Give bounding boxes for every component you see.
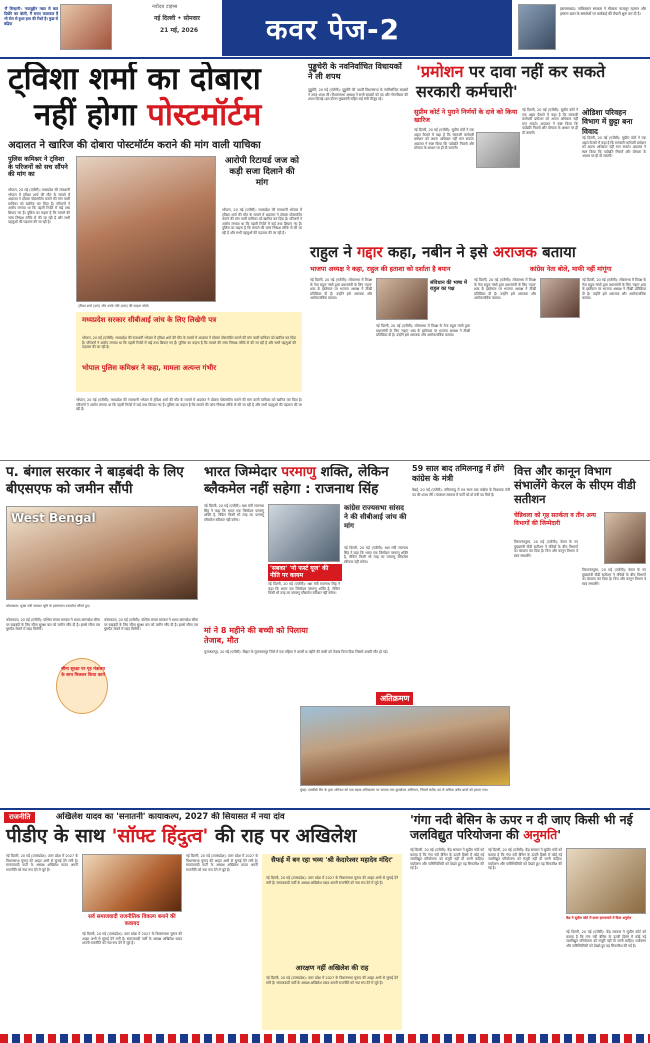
- story8-photo: [604, 512, 646, 564]
- story8-body-col1: तिरुवनंतपुरम, 20 मई (एजेंसी): केरल के नए मुख्यमंत्री वीडी सतीशन ने मंत्रियों के बीच विभागों का बंटवारा कर दिया है। वित्त और कानून विभाग वे स्वयं संभालेंगे।: [514, 540, 578, 558]
- story12-caption: केंद्र ने सुप्रीम कोर्ट में दायर हलफनामे में दिया अनुरोध: [566, 916, 632, 920]
- story-west-bengal: [4, 464, 200, 754]
- story6-body-col3: नई दिल्ली, 20 मई (एजेंसी): रक्षा मंत्री राजनाथ सिंह ने कहा कि भारत एक जिम्मेदार परमाणु शक्ति है, लेकिन किसी भी तरह का परमाणु ब्लैकमेल स्वीकार नहीं करेगा।: [344, 546, 408, 564]
- story3-body-2: नई दिल्ली, 20 मई (एजेंसी): सुप्रीम कोर्ट ने एक अहम फैसले में कहा है कि सरकारी कर्मचारी प्रमोशन को अपना अधिकार नहीं मान सकते। अदालत ने स्पष्ट किया कि पदोन्नति नियमों और योग्यता के आधार पर ही दी जाएगी।: [522, 108, 578, 135]
- story1-box: [76, 312, 302, 392]
- story11-headline: [6, 826, 404, 847]
- story10-photo: [300, 706, 510, 786]
- story1-headline-2b: पोस्टमॉर्टम: [147, 97, 262, 133]
- story-ganga: [408, 812, 646, 1032]
- story4-body-col3: नई दिल्ली, 20 मई (एजेंसी): लोकसभा में विपक्ष के नेता राहुल गांधी द्वारा प्रधानमंत्री के लिए 'गद्दार' शब्द के इस्तेमाल पर भाजपा अध्यक्ष ने तीखी प्रतिक्रिया दी है। उन्होंने इसे अराजक और अलोकतांत्रिक बताया।: [474, 278, 536, 301]
- brand-logo: नवोदय टाइम्स: [152, 4, 178, 10]
- story6-photo: [268, 504, 340, 562]
- story1-body-col1: भोपाल, 20 मई (एजेंसी): मध्यप्रदेश की राजधानी भोपाल में ट्विशा शर्मा की मौत के मामले में अदालत ने दोबारा पोस्टमॉर्टम कराने की मांग वाली याचिका को खारिज कर दिया है। परिजनों ने आरोप लगाया था कि पहली रिपोर्ट में कई तथ्य छिपाए गए हैं। पुलिस का कहना है कि मामले की जांच निष्पक्ष तरीके से की जा रही है और सभी पहलुओं की पड़ताल की जा रही है।: [8, 188, 70, 225]
- story4-photo-2: [540, 278, 580, 318]
- divider-bottom: [0, 808, 650, 810]
- story11-photo-caption: सर्व समाजवादी राजनीतिक विकल्प बनाने की कवायद: [88, 914, 176, 927]
- story12-photo: [566, 848, 646, 914]
- story6-kicker: 'सबका' 'नो फर्स्ट यूज' की नीति पर कायम: [268, 564, 342, 581]
- story1-box-body: भोपाल, 20 मई (एजेंसी): मध्यप्रदेश की राजधानी भोपाल में ट्विशा शर्मा की मौत के मामले में अदालत ने दोबारा पोस्टमॉर्टम कराने की मांग वाली याचिका को खारिज कर दिया है। परिजनों ने आरोप लगाया था कि पहली रिपोर्ट में कई तथ्य छिपाए गए हैं। पुलिस का कहना है कि मामले की जांच निष्पक्ष तरीके से की जा रही है और सभी पहलुओं की पड़ताल की जा रही है।: [82, 336, 296, 350]
- story1-headline-2: [34, 98, 261, 132]
- story-rahul: [306, 244, 646, 458]
- story6-headline-b: परमाणु: [281, 464, 316, 480]
- story12-body-col2: नई दिल्ली, 20 मई (एजेंसी): केंद्र सरकार ने सुप्रीम कोर्ट को बताया है कि गंगा नदी बेसिन के ऊपरी हिस्से में कोई नई जलविद्युत परियोजना को मंजूरी नहीं दी जानी चाहिए। पर्यावरण और पारिस्थितिकी को देखते हुए यह सिफारिश की गई है।: [488, 848, 562, 871]
- story10-label: अतिक्रमण: [376, 692, 413, 705]
- story1-subhead: अदालत ने खारिज की दोबारा पोस्टमॉर्टम कराने की मांग वाली याचिका: [8, 140, 261, 151]
- story4-photo: [376, 278, 428, 320]
- edition-date: 21 मई, 2026: [160, 27, 199, 34]
- story11-box: [262, 854, 402, 1030]
- page-title: कवर पेज-2: [266, 13, 401, 46]
- story-tamilnadu: [410, 464, 510, 690]
- story1-photo-caption: ट्विशा शर्मा (दाएं) और उनके पति (बाएं) की फाइल फोटो।: [78, 304, 150, 308]
- story11-photo: [82, 854, 182, 912]
- story-twisha: [4, 62, 304, 458]
- story12-headline-a: 'गंगा नदी बेसिन के ऊपर न दी जाए किसी भी नई जलविद्युत परियोजना की: [410, 812, 633, 842]
- story1-headline-1: ट्विशा शर्मा का दोबारा: [8, 62, 261, 97]
- story3-side-headline: ओडिशा परिवहन विभाग में छुट्टा बना विवाद: [582, 108, 633, 136]
- story3-headline-a: 'प्रमोशन: [416, 62, 464, 81]
- story12-body-col3: नई दिल्ली, 20 मई (एजेंसी): केंद्र सरकार ने सुप्रीम कोर्ट को बताया है कि गंगा नदी बेसिन के ऊपरी हिस्से में कोई नई जलविद्युत परियोजना को मंजूरी नहीं दी जानी चाहिए। पर्यावरण और पारिस्थितिकी को देखते हुए यह सिफारिश की गई है।: [566, 930, 646, 948]
- story3-headline-b: पर दावा नहीं कर सकते सरकारी कर्मचारी': [416, 62, 606, 101]
- story6-headline-a: भारत जिम्मेदार: [204, 464, 282, 480]
- story4-body-col2: नई दिल्ली, 20 मई (एजेंसी): लोकसभा में विपक्ष के नेता राहुल गांधी द्वारा प्रधानमंत्री के लिए 'गद्दार' शब्द के इस्तेमाल पर भाजपा अध्यक्ष ने तीखी प्रतिक्रिया दी है। उन्होंने इसे अराजक और अलोकतांत्रिक बताया।: [376, 324, 470, 338]
- story6-headline-c: शक्ति, लेकिन ब्लैकमेल नहीं सहेगा : राजनाथ सिंह: [204, 464, 389, 497]
- story7-headline: 59 साल बाद तमिलनाडु में होंगे कांग्रेस के मंत्री: [412, 464, 505, 483]
- page-title-band: [222, 0, 512, 56]
- story4-sub-left: भाजपा अध्यक्ष ने कहा, राहुल की हताशा को दर्शाता है बयान: [310, 265, 451, 273]
- story6-body-col2: नई दिल्ली, 20 मई (एजेंसी): रक्षा मंत्री राजनाथ सिंह ने कहा कि भारत एक जिम्मेदार परमाणु शक्ति है, लेकिन किसी भी तरह का परमाणु ब्लैकमेल स्वीकार नहीं करेगा।: [268, 582, 340, 596]
- story1-body-bottom: भोपाल, 20 मई (एजेंसी): मध्यप्रदेश की राजधानी भोपाल में ट्विशा शर्मा की मौत के मामले में अदालत ने दोबारा पोस्टमॉर्टम कराने की मांग वाली याचिका को खारिज कर दिया है। परिजनों ने आरोप लगाया था कि पहली रिपोर्ट में कई तथ्य छिपाए गए हैं। पुलिस का कहना है कि मामले की जांच निष्पक्ष तरीके से की जा रही है और सभी पहलुओं की पड़ताल की जा रही है।: [76, 398, 302, 412]
- right-teaser-text: इस्लामाबाद: पाकिस्तान सरकार ने मौलाना फजलुर रहमान और इमरान खान के समर्थकों पर कार्रवाई की तैयारी शुरू कर दी है।: [560, 6, 646, 16]
- story5-inset-text: सीमा सुरक्षा पर गृह मंत्रालय के साथ मिलकर किया कार्य: [61, 667, 105, 678]
- story4-sub-right: कांग्रेस नेता बोले, माफी नहीं मांगूंगा: [530, 265, 612, 273]
- story4-headline-d: अराजक: [492, 244, 537, 261]
- story11-tag: राजनीति: [4, 812, 35, 823]
- story3-photo: [476, 132, 520, 168]
- story12-headline-b: अनुमति: [523, 827, 558, 842]
- story1-headline-2a: नहीं होगा: [34, 97, 148, 133]
- story5-headline: प. बंगाल सरकार ने बाड़बंदी के लिए बीएसएफ को जमीन सौंपी: [6, 464, 184, 497]
- story3-headline: [416, 62, 646, 102]
- story5-photo: [6, 506, 198, 600]
- masthead-rule: [0, 57, 650, 59]
- story1-side-sub: पुलिस कमिश्नर ने ट्विशा के परिजनों को सच सौंपने की मांग का: [8, 155, 68, 179]
- story1-photo: [76, 156, 216, 302]
- story11-body-col1: नई दिल्ली, 20 मई (उत्तरप्रदेश): उत्तर प्रदेश में 2027 के विधानसभा चुनाव की आहट अभी से सुनाई देने लगी है। समाजवादी पार्टी के अध्यक्ष अखिलेश यादव अपनी राजनीति को नया रूप देने में जुटे हैं।: [6, 854, 78, 872]
- story-rajnath: [202, 464, 408, 624]
- story11-box-head: सैफई में बन रहा भव्य 'श्री केदारेश्वर महादेव मंदिर': [271, 856, 393, 864]
- story6-body-col1: नई दिल्ली, 20 मई (एजेंसी): रक्षा मंत्री राजनाथ सिंह ने कहा कि भारत एक जिम्मेदार परमाणु शक्ति है, लेकिन किसी भी तरह का परमाणु ब्लैकमेल स्वीकार नहीं करेगा।: [204, 504, 264, 522]
- right-teaser-photo: [518, 4, 556, 50]
- story8-headline: वित्त और कानून विभाग संभालेंगे केरल के सीएम वीडी सतीशन: [514, 464, 636, 506]
- left-teaser-text: 'मैं सिन्हानी': नवाजुद्दीन मन्नत से बात दिखेंगे कर बोलीं, मैं बनाए कलाकार हैं भी रोल से हुआ हाथ की रिश्ते है। कुछ से बढ़िया: [4, 6, 58, 26]
- story5-inset: [56, 658, 108, 714]
- story1-body-col3: भोपाल, 20 मई (एजेंसी): मध्यप्रदेश की राजधानी भोपाल में ट्विशा शर्मा की मौत के मामले में अदालत ने दोबारा पोस्टमॉर्टम कराने की मांग वाली याचिका को खारिज कर दिया है। परिजनों ने आरोप लगाया था कि पहली रिपोर्ट में कई तथ्य छिपाए गए हैं। पुलिस का कहना है कि मामले की जांच निष्पक्ष तरीके से की जा रही है और सभी पहलुओं की पड़ताल की जा रही है।: [222, 208, 302, 235]
- story11-headline-b: 'सॉफ्ट हिंदुत्व': [111, 825, 209, 847]
- story11-headline-a: पीडीए के साथ: [6, 825, 112, 847]
- story11-top-line: अखिलेश यादव का 'सनातनी' कायाकल्प, 2027 की सियासत में नया दांव: [56, 812, 285, 821]
- story11-body-col3: नई दिल्ली, 20 मई (उत्तरप्रदेश): उत्तर प्रदेश में 2027 के विधानसभा चुनाव की आहट अभी से सुनाई देने लगी है। समाजवादी पार्टी के अध्यक्ष अखिलेश यादव अपनी राजनीति को नया रूप देने में जुटे हैं।: [186, 854, 258, 872]
- story-kerala: [512, 464, 646, 754]
- story1-photo-side: आरोपी रिटायर्ड जज को कड़ी सजा दिलाने की मांग: [224, 156, 300, 188]
- story1-box-text: मध्यप्रदेश सरकार सीबीआई जांच के लिए लिखेगी पत्र: [82, 316, 217, 324]
- story4-headline-b: गद्दार: [356, 244, 383, 261]
- story9-headline: मां ने 8 महीने की बच्ची को पिलाया तेजाब, मौत: [204, 626, 308, 645]
- story9-body: मुजफ्फरपुर, 20 मई (एजेंसी): बिहार के मुजफ्फरपुर जिले में एक महिला ने अपनी 8 महीने की बच्ची को तेजाब पिला दिया जिससे उसकी मौत हो गई।: [204, 650, 388, 654]
- story11-box2-body: नई दिल्ली, 20 मई (उत्तरप्रदेश): उत्तर प्रदेश में 2027 के विधानसभा चुनाव की आहट अभी से सुनाई देने लगी है। समाजवादी पार्टी के अध्यक्ष अखिलेश यादव अपनी राजनीति को नया रूप देने में जुटे हैं।: [266, 976, 398, 985]
- story11-body-col2: नई दिल्ली, 20 मई (उत्तरप्रदेश): उत्तर प्रदेश में 2027 के विधानसभा चुनाव की आहट अभी से सुनाई देने लगी है। समाजवादी पार्टी के अध्यक्ष अखिलेश यादव अपनी राजनीति को नया रूप देने में जुटे हैं।: [82, 932, 182, 946]
- left-teaser-photo: [60, 4, 112, 50]
- story6-sub: कांग्रेस राज्यसभा सांसद ने की सीबीआई जांच की मांग: [344, 504, 407, 530]
- story4-body-col1: नई दिल्ली, 20 मई (एजेंसी): लोकसभा में विपक्ष के नेता राहुल गांधी द्वारा प्रधानमंत्री के लिए 'गद्दार' शब्द के इस्तेमाल पर भाजपा अध्यक्ष ने तीखी प्रतिक्रिया दी है। उन्होंने इसे अराजक और अलोकतांत्रिक बताया।: [310, 278, 372, 301]
- story11-box2-head: आरक्षण नहीं अखिलेश की राह: [295, 964, 369, 972]
- story6-headline: [204, 464, 408, 498]
- story4-quote: संविधान की भाषा में राहुल का पक्ष: [430, 280, 467, 293]
- story-akhilesh: [4, 812, 404, 1032]
- footer-bar: [0, 1034, 650, 1043]
- story2-headline: पुड्डुचेरी के नवनिर्वाचित विधायकों ने ली शपथ: [308, 62, 402, 81]
- story11-headline-c: की राह पर अखिलेश: [208, 825, 357, 847]
- divider-mid: [0, 460, 650, 461]
- story5-body-col1: कोलकाता, 20 मई (एजेंसी): पश्चिम बंगाल सरकार ने भारत-बांग्लादेश सीमा पर बाड़बंदी के लिए सीमा सुरक्षा बल को जमीन सौंप दी है। इससे सीमा पार घुसपैठ रोकने में मदद मिलेगी।: [6, 618, 100, 632]
- story8-kicker: चेन्निथला को गृह सतर्कता व तीन अन्य विभागों की जिम्मेदारी: [514, 512, 597, 527]
- story4-headline-e: बताया: [536, 244, 576, 261]
- story12-headline-c: ': [557, 827, 562, 842]
- story4-body-col4: नई दिल्ली, 20 मई (एजेंसी): लोकसभा में विपक्ष के नेता राहुल गांधी द्वारा प्रधानमंत्री के लिए 'गद्दार' शब्द के इस्तेमाल पर भाजपा अध्यक्ष ने तीखी प्रतिक्रिया दी है। उन्होंने इसे अराजक और अलोकतांत्रिक बताया।: [582, 278, 646, 301]
- story3-body: नई दिल्ली, 20 मई (एजेंसी): सुप्रीम कोर्ट ने एक अहम फैसले में कहा है कि सरकारी कर्मचारी प्रमोशन को अपना अधिकार नहीं मान सकते। अदालत ने स्पष्ट किया कि पदोन्नति नियमों और योग्यता के आधार पर ही दी जाएगी।: [414, 128, 474, 151]
- story-promotion: [412, 62, 646, 240]
- story11-box-body: नई दिल्ली, 20 मई (उत्तरप्रदेश): उत्तर प्रदेश में 2027 के विधानसभा चुनाव की आहट अभी से सुनाई देने लगी है। समाजवादी पार्टी के अध्यक्ष अखिलेश यादव अपनी राजनीति को नया रूप देने में जुटे हैं।: [266, 876, 398, 885]
- story-puducherry: [306, 62, 410, 240]
- story5-body-col2: कोलकाता, 20 मई (एजेंसी): पश्चिम बंगाल सरकार ने भारत-बांग्लादेश सीमा पर बाड़बंदी के लिए सीमा सुरक्षा बल को जमीन सौंप दी है। इससे सीमा पार घुसपैठ रोकने में मदद मिलेगी।: [104, 618, 198, 632]
- story12-body-col1: नई दिल्ली, 20 मई (एजेंसी): केंद्र सरकार ने सुप्रीम कोर्ट को बताया है कि गंगा नदी बेसिन के ऊपरी हिस्से में कोई नई जलविद्युत परियोजना को मंजूरी नहीं दी जानी चाहिए। पर्यावरण और पारिस्थितिकी को देखते हुए यह सिफारिश की गई है।: [410, 848, 484, 871]
- masthead: [0, 0, 650, 56]
- story2-body: पुड्डुचेरी, 20 मई (एजेंसी): पुड्डुचेरी की 30वीं विधानसभा के नवनिर्वाचित सदस्यों ने आज शपथ ली। विधानसभा अध्यक्ष ने सभी सदस्यों को पद और गोपनीयता की शपथ दिलाई। इस दौरान मुख्यमंत्री सहित कई मंत्री मौजूद रहे।: [308, 88, 408, 102]
- story8-body-col2: तिरुवनंतपुरम, 20 मई (एजेंसी): केरल के नए मुख्यमंत्री वीडी सतीशन ने मंत्रियों के बीच विभागों का बंटवारा कर दिया है। वित्त और कानून विभाग वे स्वयं संभालेंगे।: [582, 568, 646, 586]
- story-encroachment: [300, 692, 510, 804]
- story5-photo-label: West Bengal: [11, 511, 96, 525]
- story12-headline: [410, 812, 646, 842]
- story3-kicker: सुप्रीम कोर्ट ने पुराने निर्णयों के दावे को किया खारिज: [414, 108, 518, 124]
- story5-caption: कोलकाता: मुख्य मंत्री सरकार भूमि के हस्तांतरण दस्तावेज सौंपते हुए।: [6, 604, 91, 608]
- story4-headline-a: राहुल ने: [310, 244, 357, 261]
- edition-line: नई दिल्ली • सोमवार: [154, 15, 200, 22]
- story-acid: [202, 626, 408, 692]
- story1-box-text2: भोपाल पुलिस कमिश्नर ने कहा, मामला अत्यन्त गंभीर: [82, 364, 217, 372]
- story3-side-body: नई दिल्ली, 20 मई (एजेंसी): सुप्रीम कोर्ट ने एक अहम फैसले में कहा है कि सरकारी कर्मचारी प्रमोशन को अपना अधिकार नहीं मान सकते। अदालत ने स्पष्ट किया कि पदोन्नति नियमों और योग्यता के आधार पर ही दी जाएगी।: [582, 136, 646, 159]
- story10-caption: मुंबई: एमसीडी टीम के द्वारा शनिवार को एक सड़क अतिक्रमण पर चलाया गया बुलडोजर अभियान, जिसमें करीब 40 से अधिक अवैध ढांचों को हटाया गया।: [300, 788, 489, 792]
- story7-body: चेन्नई, 20 मई (एजेंसी): तमिलनाडु में 59 साल बाद कांग्रेस के विधायक मंत्री पद की शपथ लेंगे। गठबंधन सरकार में पार्टी को दो मंत्री पद मिले हैं।: [412, 488, 510, 497]
- story4-headline-c: कहा, नबीन ने इसे: [382, 244, 493, 261]
- story4-headline: [310, 244, 646, 261]
